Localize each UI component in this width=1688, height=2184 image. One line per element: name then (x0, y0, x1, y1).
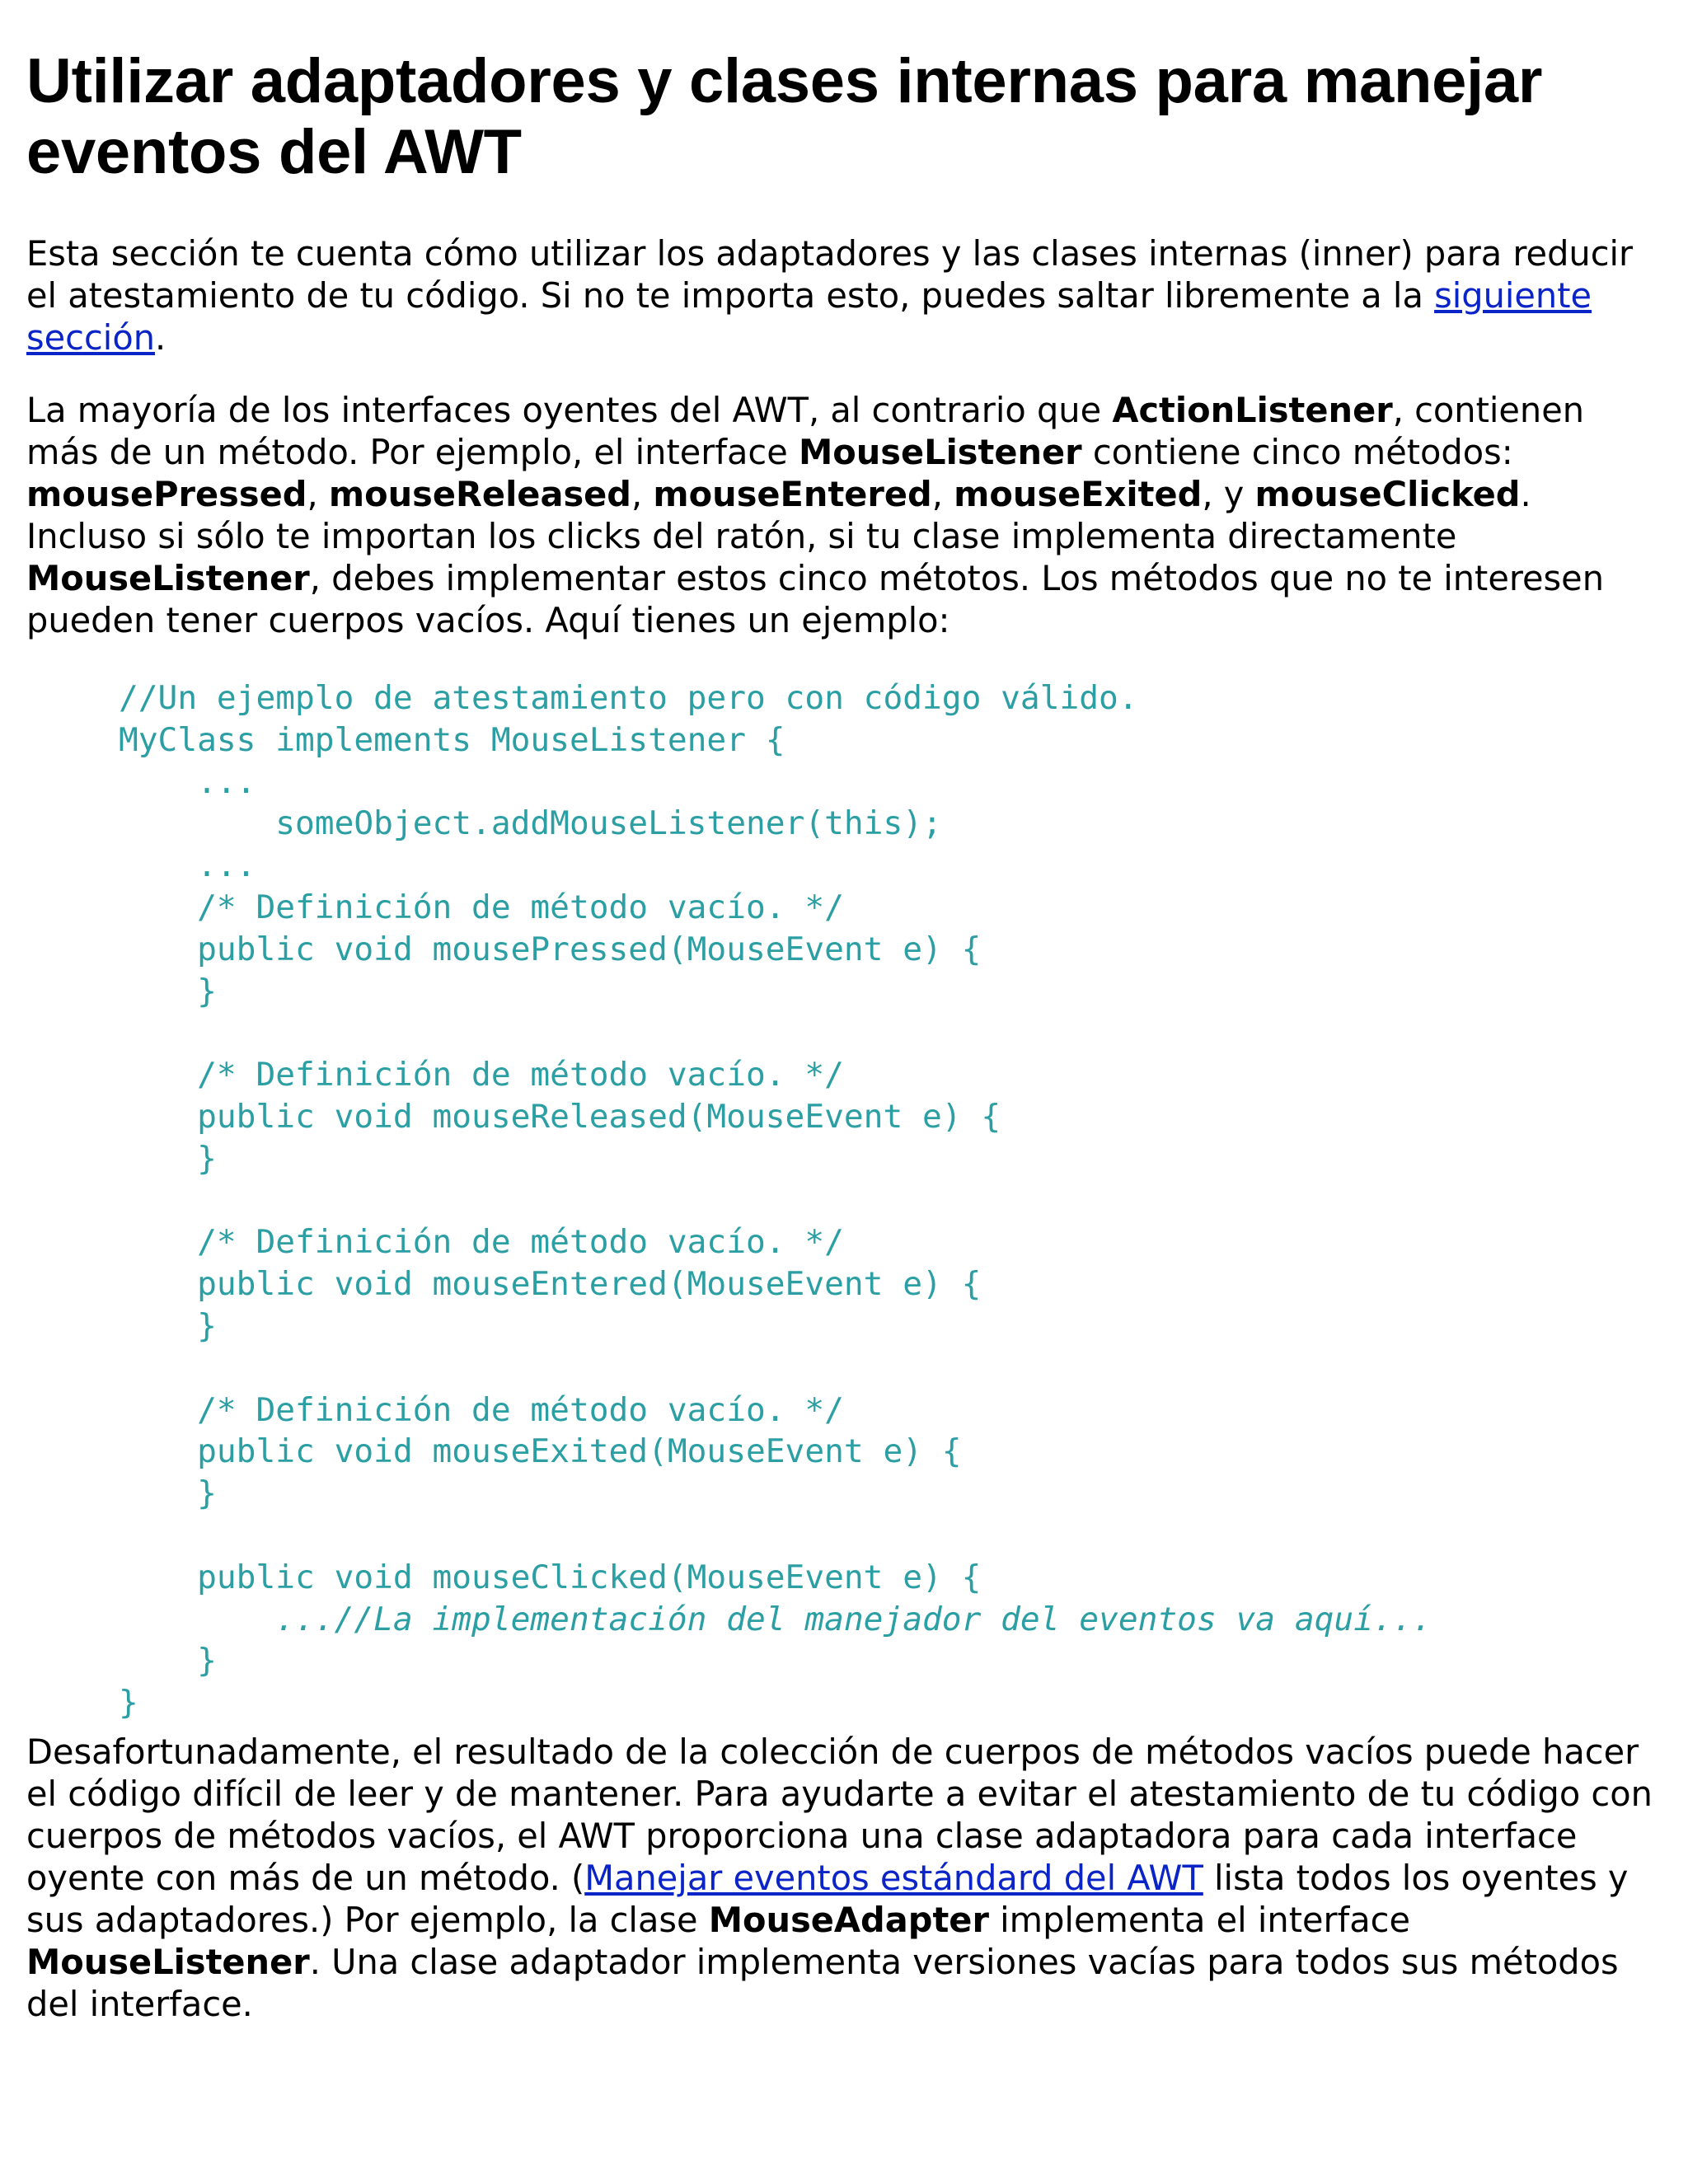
code-line: /* Definición de método vacío. */ (119, 1223, 844, 1262)
code-line: } (119, 1306, 217, 1345)
text: , (307, 474, 329, 514)
code-line: someObject.addMouseListener(this); (119, 804, 942, 843)
next-section-link[interactable]: siguiente sección (26, 275, 1592, 358)
text: . Una clase adaptador implementa versiones vacías para todos sus métodos del interface. (26, 1941, 1619, 2024)
term-mousereleased: mouseReleased (328, 474, 632, 514)
term-mouseexited: mouseExited (954, 474, 1203, 514)
text: Desafortunadamente, el resultado de la colección de cuerpos de métodos vacíos puede hacer el código difícil de leer y de mantener. Para ayudarte a evitar el atestamiento de tu código con cuerpos de métodos vacíos, el AWT proporciona una clase adaptadora para cada interface oyente con más de un método. ( (26, 1731, 1653, 1898)
document-page (26, 46, 1662, 2025)
code-line: MyClass implements MouseListener { (119, 720, 785, 759)
text: implementa el interface (988, 1899, 1410, 1940)
text: , contienen más de un método. Por ejemplo, el interface (26, 390, 1585, 472)
term-mousepressed: mousePressed (26, 474, 307, 514)
text: . Incluso si sólo te importan los clicks del ratón, si tu clase implementa directamente (26, 474, 1531, 556)
code-line: public void mouseExited(MouseEvent e) { (119, 1432, 962, 1471)
adapters-paragraph (26, 1731, 1662, 2025)
text: , debes implementar estos cinco métotos. Los métodos que no te interesen pueden tener cuerpos vacíos. Aquí tienes un ejemplo: (26, 558, 1604, 640)
code-example (119, 677, 1662, 1724)
code-line: } (119, 972, 217, 1010)
term-mouselistener-3: MouseListener (26, 1941, 310, 1982)
term-mouselistener-2: MouseListener (26, 558, 310, 598)
code-line: /* Definición de método vacío. */ (119, 1390, 844, 1429)
text: , y (1202, 474, 1255, 514)
code-line: /* Definición de método vacío. */ (119, 1056, 844, 1094)
code-line: } (119, 1139, 217, 1178)
term-actionlistener: ActionListener (1112, 390, 1393, 430)
term-mouseadapter: MouseAdapter (708, 1899, 989, 1940)
text: La mayoría de los interfaces oyentes del AWT, al contrario que (26, 390, 1113, 430)
code-line: } (119, 1474, 217, 1513)
code-line: /* Definición de método vacío. */ (119, 888, 844, 926)
code-line: //Un ejemplo de atestamiento pero con código válido. (119, 679, 1138, 717)
page-title: Utilizar adaptadores y clases internas para manejar eventos del AWT (26, 46, 1543, 187)
text: contiene cinco métodos: (1081, 432, 1513, 472)
code-line: public void mousePressed(MouseEvent e) { (119, 930, 982, 968)
text: , (631, 474, 654, 514)
listeners-paragraph (26, 389, 1662, 641)
intro-text: Esta sección te cuenta cómo utilizar los adaptadores y las clases internas (inner) para reducir el atestamiento de tu código. Si no te importa esto, puedes saltar libremente a la (26, 233, 1634, 316)
code-line: public void mouseClicked(MouseEvent e) { (119, 1558, 982, 1596)
term-mouseclicked: mouseClicked (1254, 474, 1521, 514)
text: lista todos los oyentes y sus adaptadores.) Por ejemplo, la clase (26, 1857, 1629, 1940)
code-line: public void mouseEntered(MouseEvent e) { (119, 1265, 982, 1304)
code-line: } (119, 1684, 138, 1722)
code-line: public void mouseReleased(MouseEvent e) { (119, 1097, 1001, 1136)
term-mouseentered: mouseEntered (653, 474, 932, 514)
code-line: ...//La implementación del manejador del eventos va aquí... (119, 1600, 1432, 1638)
text: , (931, 474, 954, 514)
intro-end: . (155, 317, 166, 358)
term-mouselistener: MouseListener (798, 432, 1082, 472)
code-line: ... (119, 762, 256, 801)
awt-events-link[interactable]: Manejar eventos estándard del AWT (584, 1857, 1203, 1898)
code-line: } (119, 1642, 217, 1680)
code-line: ... (119, 846, 256, 885)
intro-paragraph (26, 232, 1662, 359)
